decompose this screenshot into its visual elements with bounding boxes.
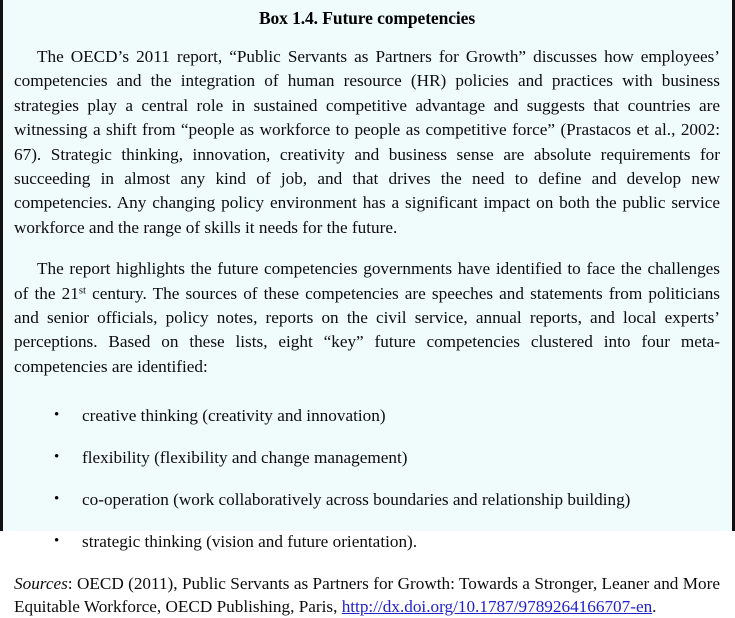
bullet-icon: •	[54, 533, 60, 550]
sources-doi-link[interactable]: http://dx.doi.org/10.1787/9789264166707-en	[341, 597, 653, 617]
list-item-label: flexibility (flexibility and change management)	[82, 448, 408, 468]
list-item	[11, 531, 723, 552]
paragraph-2-part-2: century. The sources of these competencies are speeches and statements from politicians and senior officials, policy notes, reports on the civil service, annual reports, and local experts’ perceptions. Based on these lists, eight “key” future competencies clustered into four meta-competencies are identified:	[14, 283, 720, 376]
paragraph-1: The OECD’s 2011 report, “Public Servants as Partners for Growth” discusses how employees’ competencies and the integration of human resource (HR) policies and practices with business strategies play a central role in sustained competitive advantage and suggests that countries are witnessing a shift from “people as workforce to people as competitive force” (Prastacos et al., 2002: 67). Strategic thinking, innovation, creativity and business sense are absolute requirements for succeeding in almost any kind of job, and that drives the need to define and develop new competencies. Any changing policy environment has a significant impact on both the public service workforce and the range of skills it needs for the future.	[14, 47, 720, 237]
list-item-label: creative thinking (creativity and innovation)	[82, 406, 386, 426]
paragraph-2-part-1: The report highlights the future competencies governments have identified to face the challenges of the 21	[14, 259, 720, 303]
bullet-icon: •	[54, 491, 60, 508]
list-item-label: co-operation (work collaboratively across boundaries and relationship building)	[82, 490, 631, 510]
sources-trailing-period: .	[652, 597, 657, 617]
bullet-icon: •	[54, 407, 60, 424]
sources-note	[11, 572, 723, 618]
sources-label: Sources	[14, 574, 68, 594]
ordinal-superscript: st	[78, 285, 86, 297]
bullet-icon: •	[54, 449, 60, 466]
paragraph-2	[11, 257, 723, 379]
list-item-label: strategic thinking (vision and future orientation).	[82, 532, 418, 552]
sources-separator: :	[67, 574, 77, 594]
list-item	[11, 447, 723, 468]
list-item	[11, 405, 723, 426]
competency-bullet-list	[11, 405, 723, 552]
box-title: Box 1.4. Future competencies	[258, 8, 476, 28]
sources-citation: OECD (2011), Public Servants as Partners for Growth: Towards a Stronger, Leaner and More Equitable Workforce, OECD Publishing, Paris,	[14, 574, 720, 617]
list-item	[11, 489, 723, 510]
